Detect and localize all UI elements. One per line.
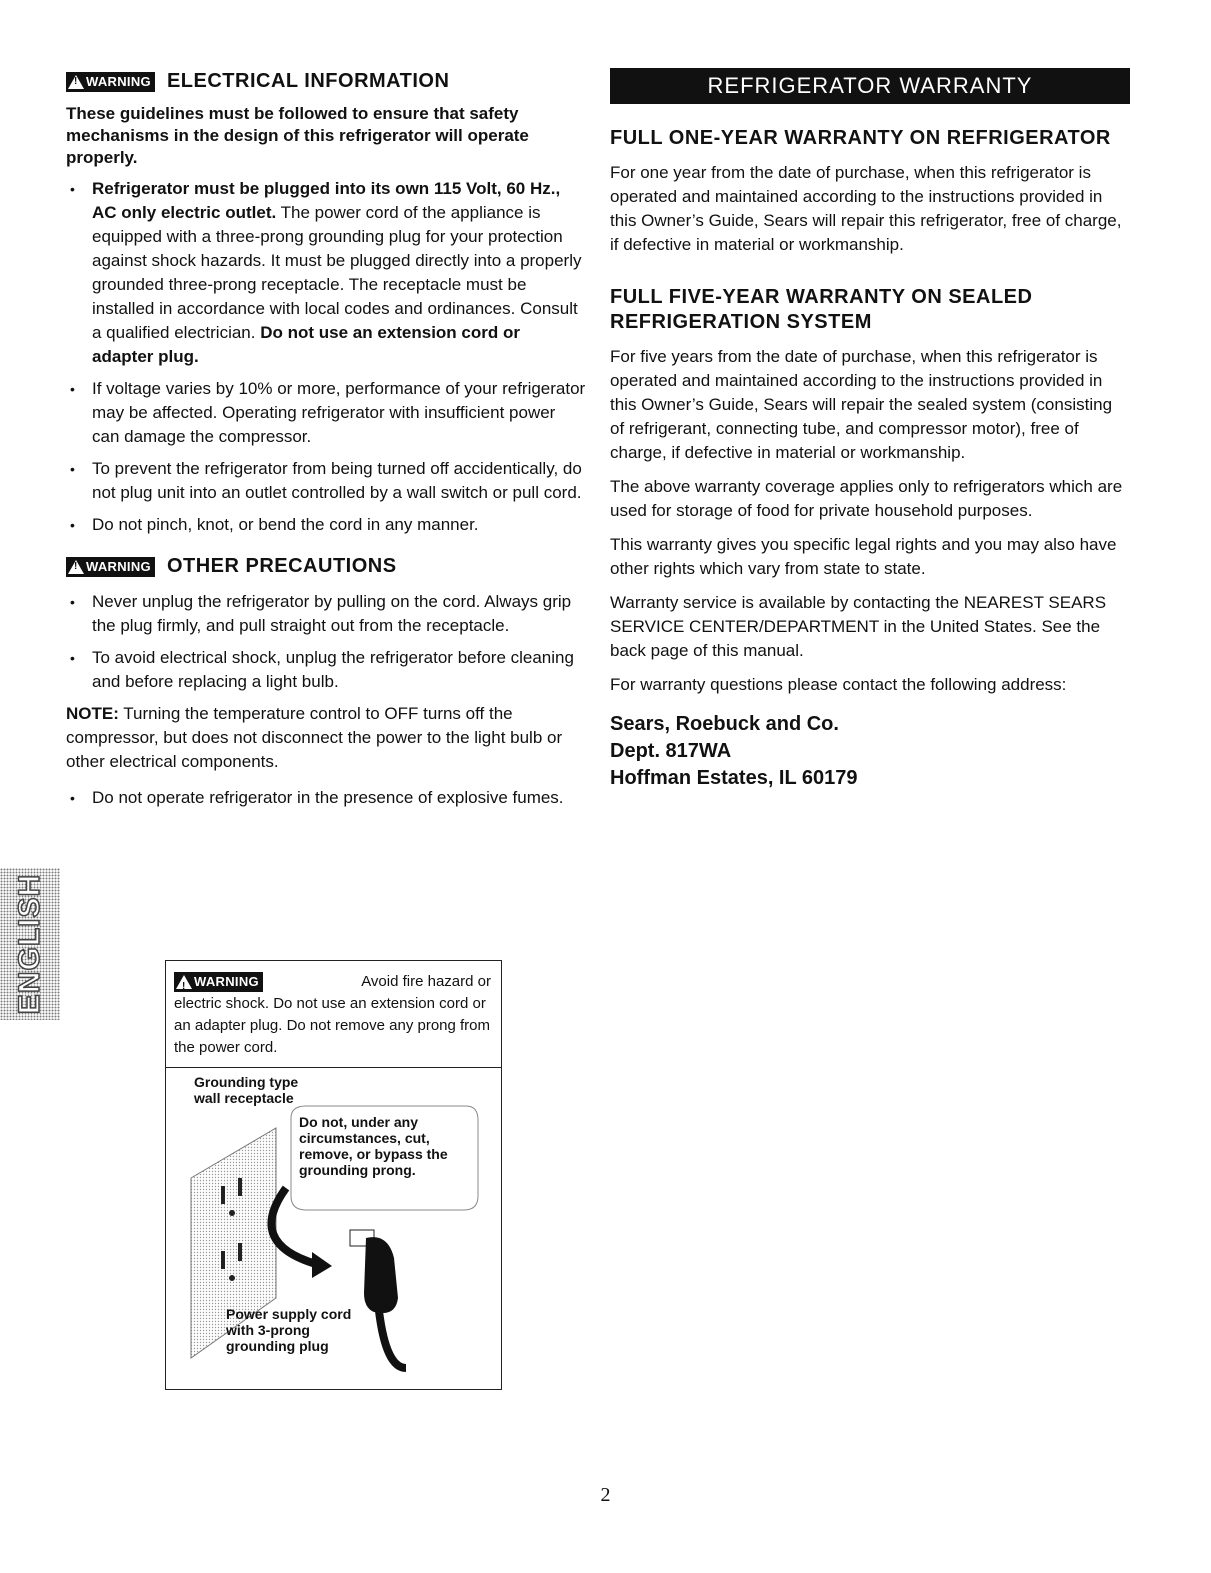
side-tab-label: ENGLISH: [13, 873, 46, 1015]
electrical-bullets: [66, 177, 586, 537]
list-item: [66, 177, 586, 369]
address-block: [610, 711, 1130, 792]
one-year-heading: FULL ONE-YEAR WARRANTY ON REFRIGERATOR: [610, 127, 1111, 149]
electrical-lead-text: These guidelines must be followed to ensure that safety mechanisms in the design of this refrigerator will operate properly.: [66, 104, 529, 167]
warning-triangle-icon: [68, 560, 84, 574]
warning-box-text: [166, 961, 501, 1068]
right-column: [610, 68, 1130, 792]
bullet-bold: Refrigerator must be plugged into its own 115 Volt, 60 Hz., AC only electric outlet.: [92, 179, 561, 222]
receptacle-label: Grounding type wall receptacle: [194, 1074, 299, 1106]
one-year-paragraph: For one year from the date of purchase, when this refrigerator is operated and maintained according to the instructions provided in this Owner’s Guide, Sears will repair this refrigerator, free of charge, if defective in material or workmanship.: [610, 163, 1122, 254]
warning-badge-label: WARNING: [86, 74, 151, 89]
list-item: • Do not operate refrigerator in the presence of explosive fumes.: [66, 786, 586, 810]
bullet-bold: Do not use an extension cord or adapter plug.: [92, 323, 520, 366]
note-paragraph: [66, 702, 586, 774]
warning-rest-text: electric shock. Do not use an extension cord or an adapter plug. Do not remove any prong from the power cord.: [174, 995, 491, 1056]
note-label: NOTE:: [66, 704, 119, 723]
contact-paragraph: For warranty questions please contact the following address:: [610, 675, 1067, 694]
section-title: ELECTRICAL INFORMATION: [166, 70, 450, 92]
english-side-tab: [0, 868, 60, 1020]
address-line: Hoffman Estates, IL 60179: [610, 767, 858, 789]
address-line: Dept. 817WA: [610, 740, 732, 762]
list-item: • To prevent the refrigerator from being turned off accidentically, do not plug unit into an outlet controlled by a wall switch or pull cord.: [66, 457, 586, 505]
explosive-bullets: [66, 786, 586, 810]
precaution-bullets: [66, 590, 586, 694]
warning-line1: Avoid fire hazard or: [361, 973, 491, 990]
electrical-information-heading: [66, 70, 586, 93]
coverage-paragraph: The above warranty coverage applies only to refrigerators which are used for storage of food for private household purposes.: [610, 477, 1123, 520]
section-title: OTHER PRECAUTIONS: [166, 555, 397, 577]
grounding-illustration: [166, 1068, 501, 1388]
address-line: Sears, Roebuck and Co.: [610, 713, 839, 735]
five-year-paragraph: For five years from the date of purchase, when this refrigerator is operated and maintained according to the instructions provided in this Owner’s Guide, Sears will repair the sealed system (consisting of refrigerant, connecting tube, and compressor motor), free of charge, if defective in material or workmanship.: [610, 347, 1113, 462]
list-item: • Do not pinch, knot, or bend the cord in any manner.: [66, 513, 586, 537]
other-precautions-heading: [66, 555, 586, 578]
note-text: Turning the temperature control to OFF turns off the compressor, but does not disconnect the power to the light bulb or other electrical components.: [66, 704, 563, 771]
warning-badge: [66, 72, 155, 92]
warning-box: [165, 960, 502, 1390]
warning-badge-label: WARNING: [194, 974, 259, 989]
warning-badge-label: WARNING: [86, 559, 151, 574]
service-paragraph: Warranty service is available by contacting the NEAREST SEARS SERVICE CENTER/DEPARTMENT in the United States. See the back page of this manual.: [610, 593, 1107, 660]
warning-box-first-line: [174, 971, 493, 993]
list-item: • Never unplug the refrigerator by pulling on the cord. Always grip the plug firmly, and pull straight out from the receptacle.: [66, 590, 586, 638]
warning-badge: [174, 972, 263, 992]
legal-rights-paragraph: This warranty gives you specific legal rights and you may also have other rights which vary from state to state.: [610, 535, 1117, 578]
warranty-banner: REFRIGERATOR WARRANTY: [610, 68, 1130, 104]
page-number: 2: [600, 1484, 611, 1506]
warning-triangle-icon: [176, 975, 192, 989]
list-item: • If voltage varies by 10% or more, performance of your refrigerator may be affected. Operating refrigerator with insufficient power can damage the compressor.: [66, 377, 586, 449]
left-column: [66, 70, 586, 818]
list-item: • To avoid electrical shock, unplug the refrigerator before cleaning and before replacing a light bulb.: [66, 646, 586, 694]
five-year-heading: FULL FIVE-YEAR WARRANTY ON SEALED REFRIGERATION SYSTEM: [610, 286, 1033, 333]
bullet-text: The power cord of the appliance is equipped with a three-prong grounding plug for your protection against shock hazards. It must be plugged directly into a properly grounded three-prong receptacle. The receptacle must be installed in accordance with local codes and ordinances. Consult a qualified electrician.: [92, 203, 582, 342]
warning-triangle-icon: [68, 75, 84, 89]
callout-label: Do not, under any circumstances, cut, remove, or bypass the grounding prong.: [299, 1114, 448, 1178]
warning-badge: [66, 557, 155, 577]
cord-label: Power supply cord with 3-prong grounding plug: [226, 1306, 352, 1354]
